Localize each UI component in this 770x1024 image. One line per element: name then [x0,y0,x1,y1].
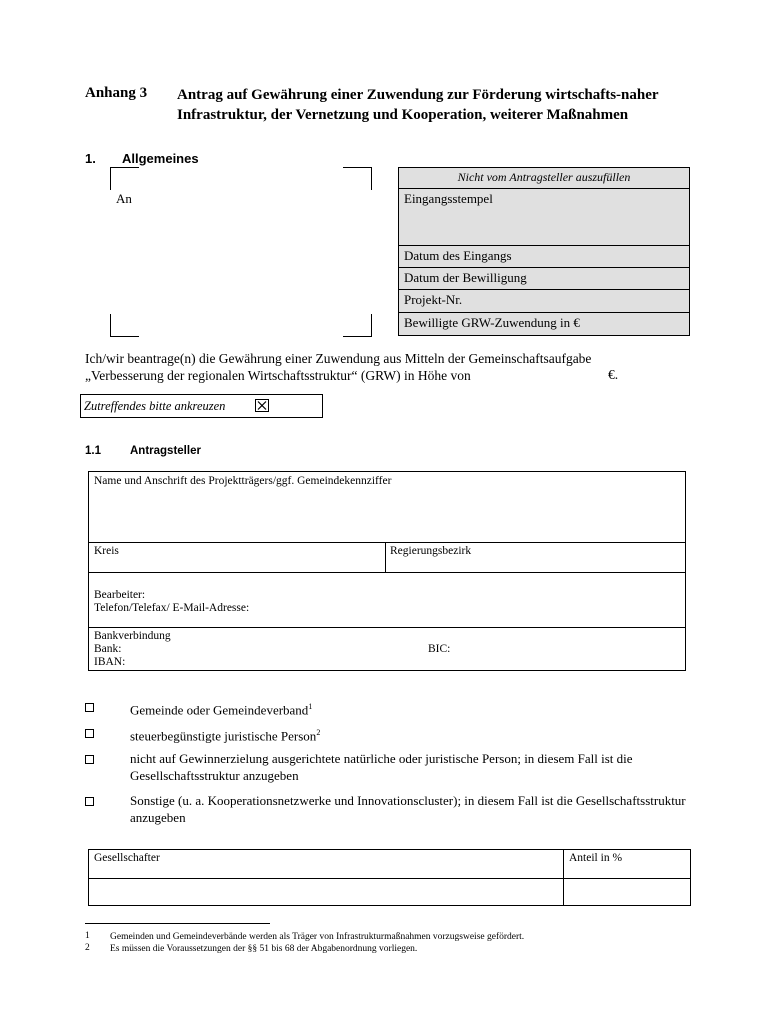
iban-label: IBAN: [94,656,126,668]
bank-label: Bank: [94,643,122,655]
entry-stamp-field[interactable] [399,188,689,245]
date-approval-label: Datum der Bewilligung [404,270,527,285]
shareholder-table [88,849,691,906]
footnote-text: Gemeinden und Gemeindeverbände werden als Träger von Infrastrukturmaßnahmen vorzugsweise gefördert. [110,932,525,942]
contact-details-label: Telefon/Telefax/ E-Mail-Adresse: [94,602,250,614]
checked-box-icon [255,399,269,412]
shareholder-column-header: Gesellschafter [94,852,160,864]
footnote-number: 2 [85,943,90,953]
share-percent-input-cell[interactable] [564,879,690,905]
tick-instruction-label: Zutreffendes bitte ankreuzen [84,399,226,413]
option-label [130,698,700,718]
table-divider [89,627,685,628]
footnote-ref: 2 [316,728,321,737]
name-address-label: Name und Anschrift des Projektträgers/ggf. Gemeindekennziffer [94,475,392,487]
share-percent-column-header: Anteil in % [569,852,623,864]
bic-label: BIC: [428,643,451,655]
date-received-field[interactable] [399,245,689,267]
table-divider-vertical [385,542,386,572]
address-corner-top-left [110,167,139,190]
option-text: Gemeinde oder Gemeindeverband [130,702,309,718]
regierungsbezirk-label: Regierungsbezirk [390,545,472,557]
amount-currency: €. [608,367,619,382]
table-divider [89,572,685,573]
approved-grant-field[interactable] [399,312,689,336]
option-text: steuerbegünstigte juristische Person [130,728,317,744]
appendix-label: Anhang 3 [85,85,148,101]
project-number-field[interactable] [399,289,689,312]
date-approval-field[interactable] [399,267,689,289]
intro-line-1: Ich/wir beantrage(n) die Gewährung einer Zuwendung aus Mitteln der Gemeinschaftsaufgabe [85,351,592,366]
entry-stamp-label: Eingangsstempel [404,191,493,206]
subsection-number: 1.1 [85,445,101,457]
document-title: Antrag auf Gewährung einer Zuwendung zur Förderung wirtschafts-naher Infrastruktur, der Vernetzung und Kooperation, weiterer Maßnahmen [177,87,659,123]
section-number: 1. [85,151,96,166]
tick-instruction-box [80,394,323,418]
contact-person-label: Bearbeiter: [94,589,146,601]
option-label: nicht auf Gewinnerzielung ausgerichtete natürliche oder juristische Person; in diesem Fall ist die Gesellschaftsstruktur anzugeben [130,751,633,783]
project-number-label: Projekt-Nr. [404,292,463,307]
checkbox-gemeinde[interactable] [85,703,94,712]
date-received-label: Datum des Eingangs [404,248,512,263]
checkbox-sonstige[interactable] [85,797,94,806]
section-title: Allgemeines [122,151,199,166]
office-use-box [398,167,690,336]
option-label [130,724,700,744]
intro-text [85,350,695,384]
shareholder-input-cell[interactable] [89,879,563,905]
office-box-heading: Nicht vom Antragsteller auszufüllen [457,170,631,184]
intro-line-2: „Verbesserung der regionalen Wirtschaftsstruktur“ (GRW) in Höhe von [85,368,471,383]
address-corner-bottom-left [110,314,139,337]
subsection-title: Antragsteller [130,445,201,457]
footnote-number: 1 [85,931,90,941]
footnote-separator [85,923,270,924]
kreis-label: Kreis [94,545,119,557]
footnote-text: Es müssen die Voraussetzungen der §§ 51 bis 68 der Abgabenordnung vorliegen. [110,944,418,954]
approved-grant-label: Bewilligte GRW-Zuwendung in € [404,315,580,330]
table-divider [89,542,685,543]
bank-details-label: Bankverbindung [94,630,171,642]
footnote-ref: 1 [308,702,313,711]
address-corner-bottom-right [343,314,372,337]
applicant-table [88,471,686,671]
checkbox-steuerbeguenstigt[interactable] [85,729,94,738]
option-label: Sonstige (u. a. Kooperationsnetzwerke und Innovationscluster); in diesem Fall ist die Gesellschaftsstruktur anzugeben [130,793,686,825]
address-label: An [116,191,132,206]
address-corner-top-right [343,167,372,190]
checkbox-gemeinnuetzig[interactable] [85,755,94,764]
